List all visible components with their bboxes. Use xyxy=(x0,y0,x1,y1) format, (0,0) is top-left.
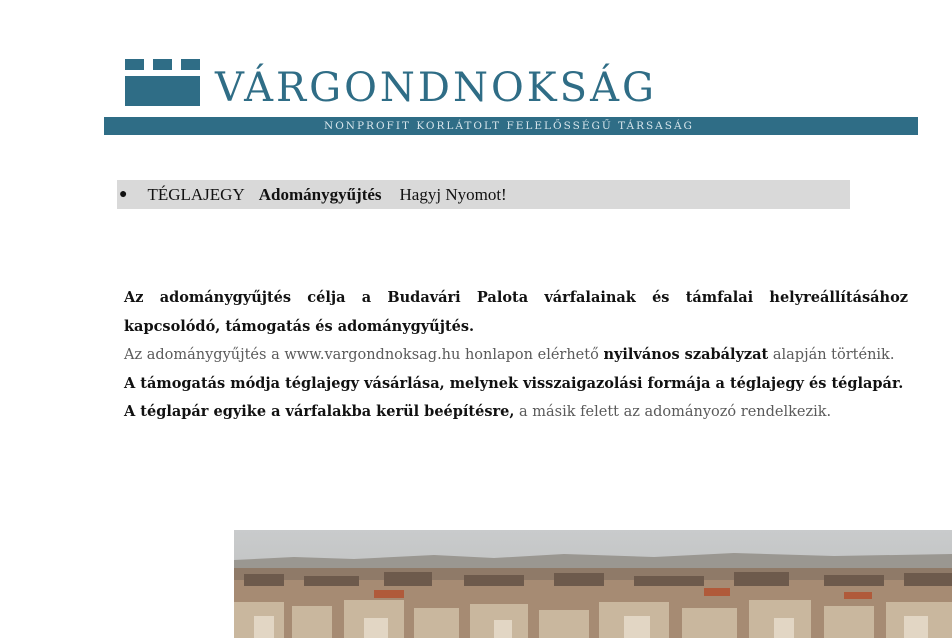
brick-pair-text-a: A téglapár egyike a várfalakba kerül beépítésre, xyxy=(124,403,515,420)
intro-paragraph-method: A támogatás módja téglajegy vásárlása, melynek visszaigazolási formája a téglajegy és téglapár. xyxy=(124,374,904,392)
intro-paragraph-brick-pair xyxy=(124,398,908,427)
intro-paragraph-goal: Az adománygyűjtés célja a Budavári Palota várfalainak és támfalai helyreállításához kapcsolódó, támogatás és adománygyűjtés. xyxy=(124,289,908,335)
nav-link-hagyj-nyomot[interactable]: Hagyj Nyomot! xyxy=(399,184,507,204)
intro-text xyxy=(124,284,908,427)
nav-line xyxy=(117,180,850,209)
logo-title: VÁRGONDNOKSÁG xyxy=(215,65,657,111)
nav-link-adomanygyujtes[interactable]: Adománygyűjtés xyxy=(258,184,382,204)
nav-link-teglajegy[interactable]: TÉGLAJEGY xyxy=(147,184,245,204)
brick-pair-text-b: a másik felett az adományozó rendelkezik. xyxy=(519,404,832,420)
bullet-icon: ● xyxy=(119,186,128,202)
budapest-city-photo xyxy=(234,530,952,638)
public-rules-link[interactable]: nyilvános szabályzat xyxy=(603,346,769,363)
intro-rules-text-a: Az adománygyűjtés a www.vargondnoksag.hu honlapon elérhető xyxy=(124,347,599,363)
intro-rules-text-c: alapján történik. xyxy=(772,347,895,363)
logo-subtitle-bar xyxy=(104,117,918,135)
castle-battlement-icon xyxy=(125,59,200,106)
logo-subtitle: NONPROFIT KORLÁTOLT FELELŐSSÉGŰ TÁRSASÁG xyxy=(324,120,694,132)
intro-paragraph-rules xyxy=(124,341,908,370)
